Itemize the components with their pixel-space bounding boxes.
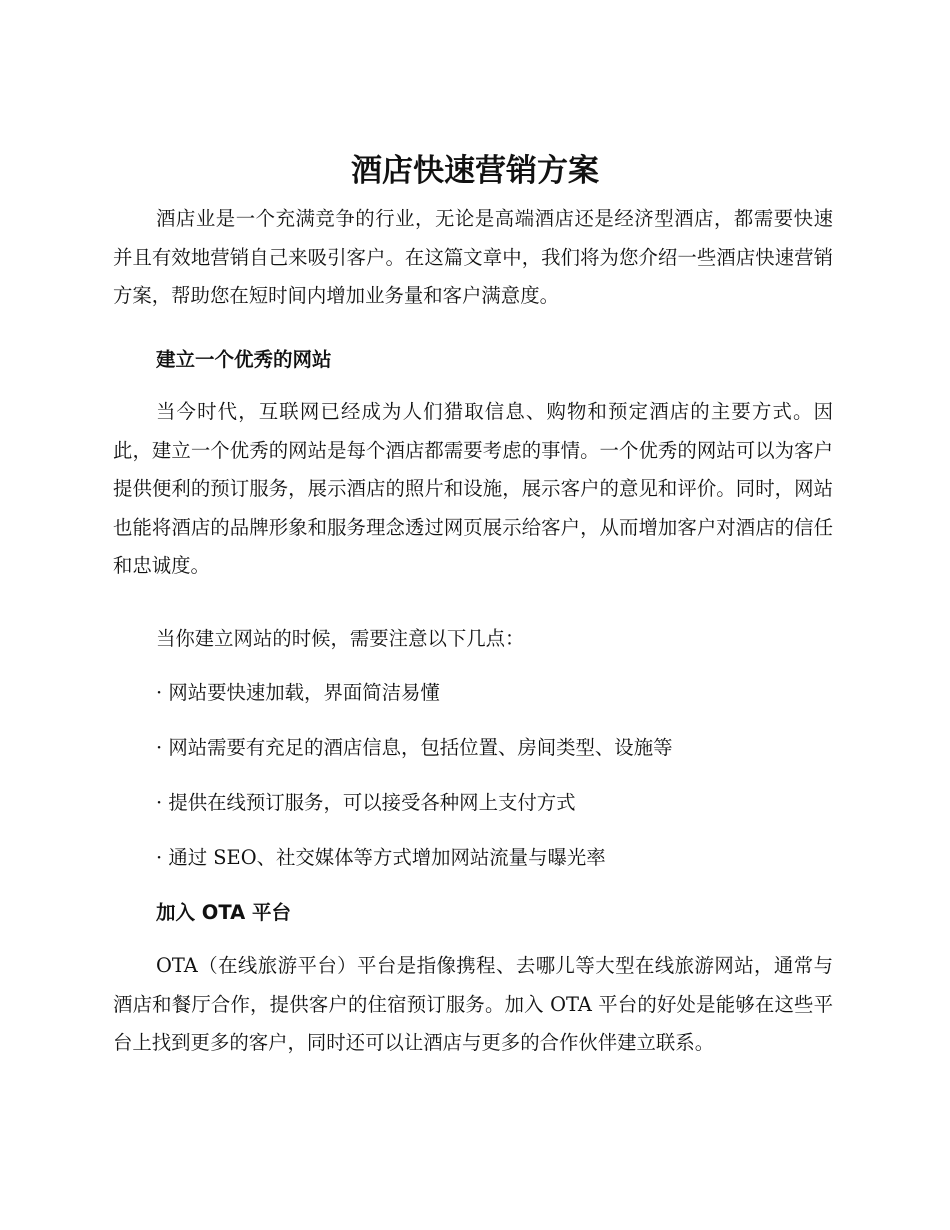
list-item: · 提供在线预订服务，可以接受各种网上支付方式 [156, 791, 576, 814]
list-item: · 网站需要有充足的酒店信息，包括位置、房间类型、设施等 [156, 736, 673, 759]
section-heading-website: 建立一个优秀的网站 [156, 348, 332, 371]
section-body-ota: OTA（在线旅游平台）平台是指像携程、去哪儿等大型在线旅游网站，通常与酒店和餐厅合作，提供客户的住宿预订服务。加入 OTA 平台的好处是能够在这些平台上找到更多的客户，同时还可以让酒店与更多的合作伙伴建立联系。 [113, 954, 833, 1055]
list-item: · 网站要快速加载，界面简洁易懂 [156, 681, 440, 704]
document-title: 酒店快速营销方案 [351, 153, 599, 189]
section-body-website: 当今时代，互联网已经成为人们猎取信息、购物和预定酒店的主要方式。因此，建立一个优秀的网站是每个酒店都需要考虑的事情。一个优秀的网站可以为客户提供便利的预订服务，展示酒店的照片和设施，展示客户的意见和评价。同时，网站也能将酒店的品牌形象和服务理念透过网页展示给客户，从而增加客户对酒店的信任和忠诚度。 [113, 400, 833, 578]
list-intro: 当你建立网站的时候，需要注意以下几点： [156, 627, 525, 650]
intro-paragraph: 酒店业是一个充满竞争的行业，无论是高端酒店还是经济型酒店，都需要快速并且有效地营销自己来吸引客户。在这篇文章中，我们将为您介绍一些酒店快速营销方案，帮助您在短时间内增加业务量和客户满意度。 [113, 207, 833, 308]
section-heading-ota: 加入 OTA 平台 [156, 901, 292, 924]
list-item: · 通过 SEO、社交媒体等方式增加网站流量与曝光率 [156, 846, 606, 869]
